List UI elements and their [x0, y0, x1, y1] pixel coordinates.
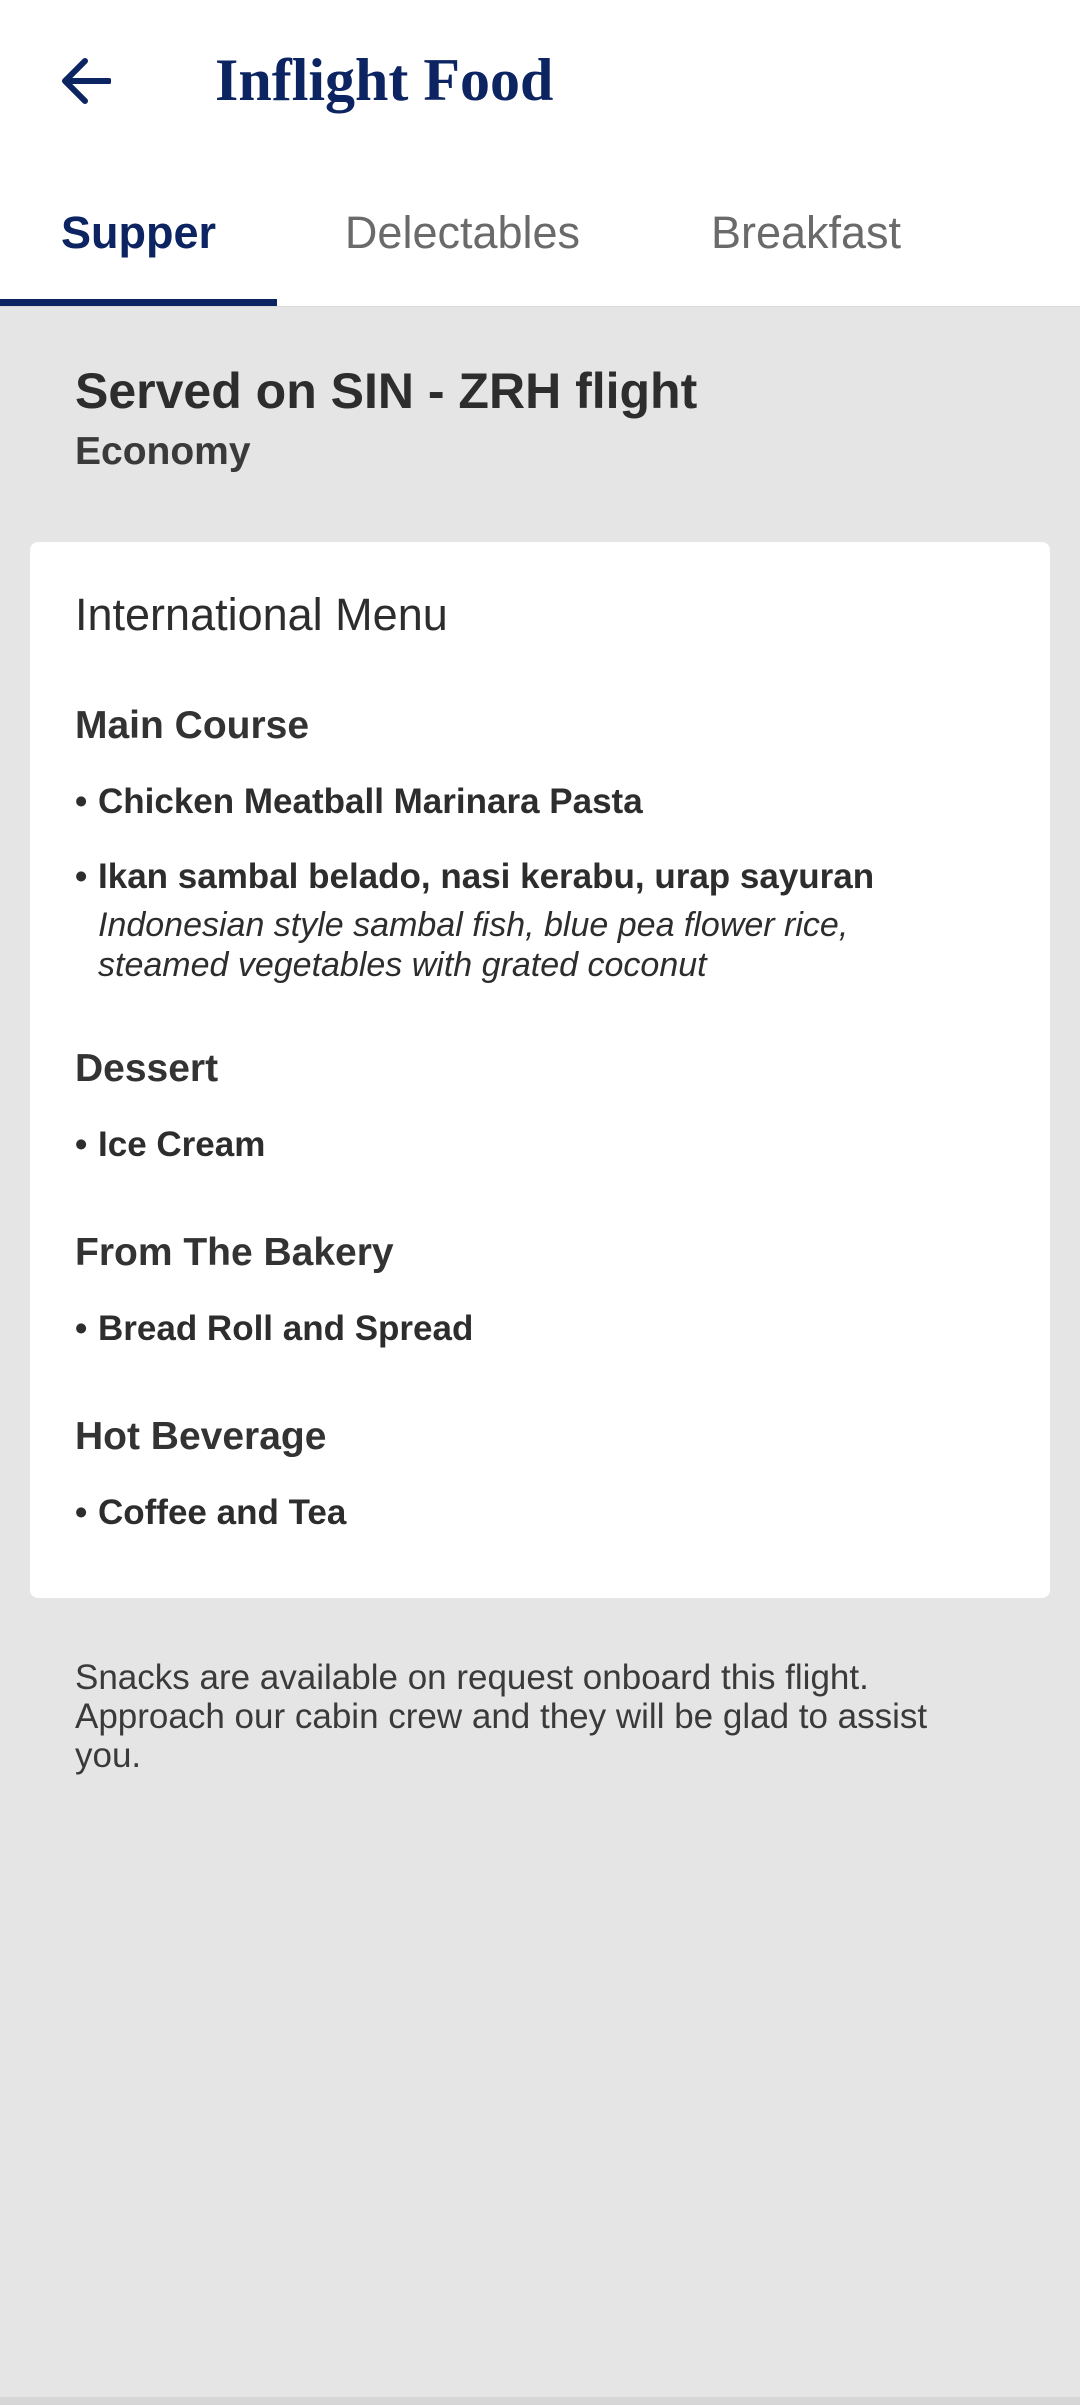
section-heading-bakery: From The Bakery	[75, 1231, 394, 1274]
active-tab-indicator	[0, 299, 277, 306]
bullet-icon: •	[75, 782, 88, 821]
tab-breakfast[interactable]: Breakfast	[710, 207, 902, 258]
section-heading-hot-beverage: Hot Beverage	[75, 1415, 327, 1458]
bottom-edge	[0, 2397, 1080, 2405]
menu-card	[30, 542, 1050, 1598]
menu-item-name: Ikan sambal belado, nasi kerabu, urap sayuran	[98, 857, 875, 896]
app-header	[0, 0, 1080, 160]
menu-item	[75, 1125, 265, 1165]
menu-item	[75, 1309, 473, 1349]
bullet-icon: •	[75, 1125, 88, 1164]
menu-item	[75, 857, 874, 897]
menu-item-name: Bread Roll and Spread	[98, 1309, 474, 1348]
page-title: Inflight Food	[215, 47, 554, 113]
bullet-icon: •	[75, 1493, 88, 1532]
tab-supper[interactable]: Supper	[60, 207, 217, 258]
menu-item-name: Ice Cream	[98, 1125, 266, 1164]
menu-item	[75, 1493, 346, 1533]
cabin-class-label: Economy	[75, 430, 251, 473]
menu-title: International Menu	[75, 589, 448, 640]
section-heading-dessert: Dessert	[75, 1047, 219, 1090]
tab-bar	[0, 160, 1080, 307]
back-button[interactable]	[40, 36, 130, 126]
menu-item-description: Indonesian style sambal fish, blue pea flower rice, steamed vegetables with grated coconut	[98, 906, 849, 984]
bullet-icon: •	[75, 857, 88, 896]
menu-item	[75, 782, 643, 822]
flight-route-title: Served on SIN - ZRH flight	[75, 363, 698, 419]
arrow-left-icon	[59, 57, 111, 105]
snacks-note: Snacks are available on request onboard this flight. Approach our cabin crew and they will be glad to assist you.	[75, 1658, 928, 1775]
menu-item-name: Chicken Meatball Marinara Pasta	[98, 782, 643, 821]
bullet-icon: •	[75, 1309, 88, 1348]
section-heading-main-course: Main Course	[75, 704, 310, 747]
tab-delectables[interactable]: Delectables	[344, 207, 581, 258]
menu-item-name: Coffee and Tea	[98, 1493, 347, 1532]
